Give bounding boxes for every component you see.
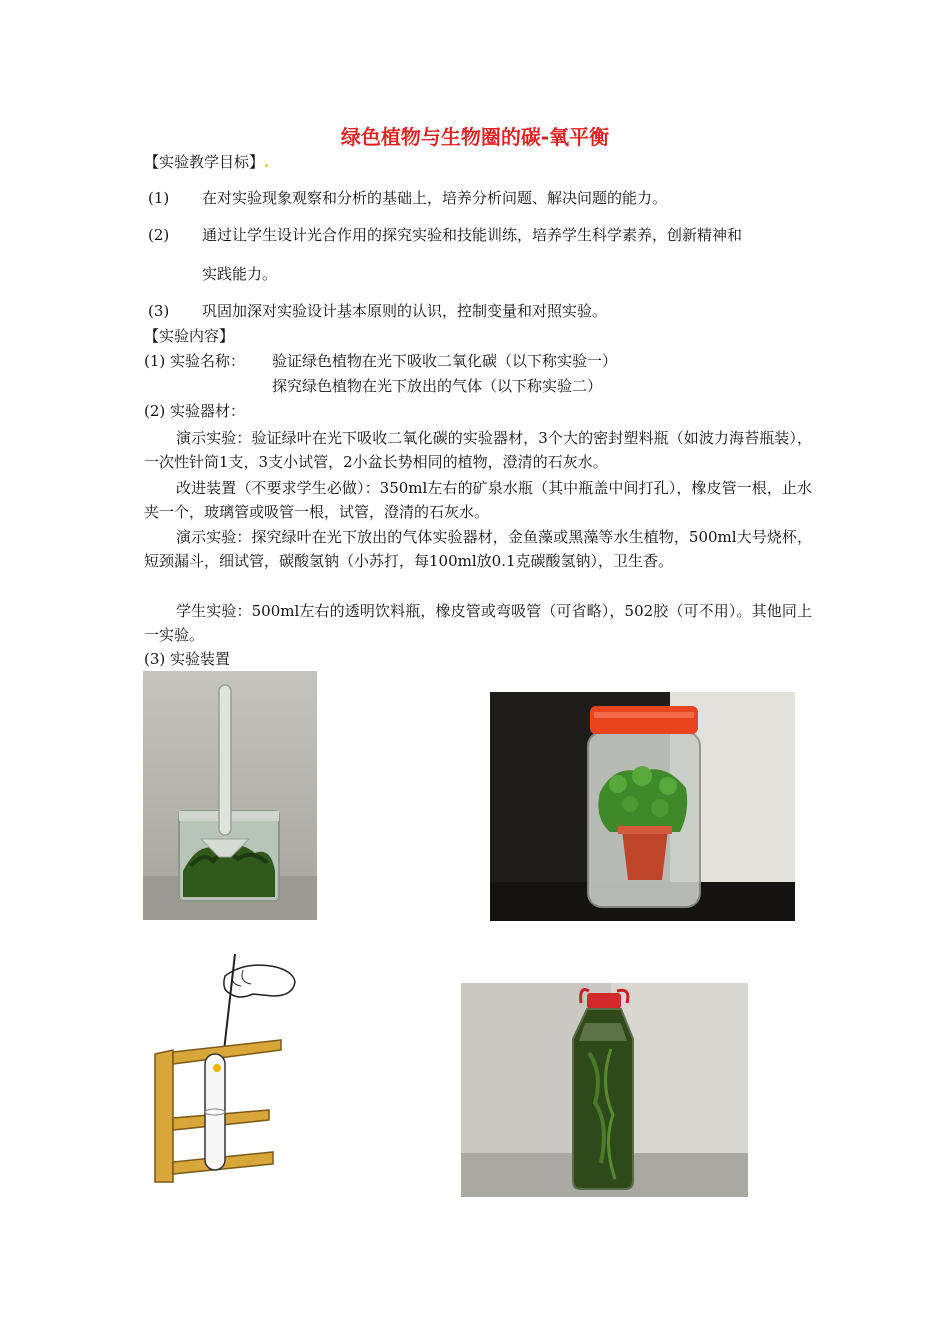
experiment-name-label: (1) 实验名称： xyxy=(144,352,246,370)
materials-paragraph: 演示实验：探究绿叶在光下放出的气体实验器材，金鱼藻或黑藻等水生植物，500ml大号烧杯，短颈漏斗，细试管，碳酸氢钠（小苏打，每100ml放0.1克碳酸氢钠），卫生香。 xyxy=(144,528,812,570)
page-title: 绿色植物与生物圈的碳-氧平衡 xyxy=(340,125,610,149)
materials-label: (2) 实验器材： xyxy=(144,402,246,420)
goal-2-continuation: 实践能力。 xyxy=(202,265,278,283)
sealed-jar-photo xyxy=(490,692,795,921)
materials-paragraph: 演示实验：验证绿叶在光下吸收二氧化碳的实验器材，3个大的密封塑料瓶（如波力海苔瓶装），一次性针筒1支，3支小试管，2小盆长势相同的植物，澄清的石灰水。 xyxy=(144,429,812,471)
experiment-name-1: 验证绿色植物在光下吸收二氧化碳（以下称实验一） xyxy=(272,352,618,370)
beaker-photo xyxy=(143,671,317,920)
experiment-name-2: 探究绿色植物在光下放出的气体（以下称实验二） xyxy=(272,377,603,395)
materials-paragraph: 改进装置（不要求学生必做）：350ml左右的矿泉水瓶（其中瓶盖中间打孔），橡皮管一根，止水夹一个，玻璃管或吸管一根，试管，澄清的石灰水。 xyxy=(144,479,812,521)
water-plant-bottle-photo xyxy=(461,983,748,1197)
goals-heading: 【实验教学目标】. xyxy=(144,153,270,171)
goal-2-num: (2) xyxy=(148,226,170,244)
goal-3-text: 巩固加深对实验设计基本原则的认识，控制变量和对照实验。 xyxy=(202,302,608,320)
materials-paragraph: 学生实验：500ml左右的透明饮料瓶，橡皮管或弯吸管（可省略），502胶（可不用）。其他同上一实验。 xyxy=(144,602,812,644)
content-heading: 【实验内容】 xyxy=(144,327,235,345)
apparatus-label: (3) 实验装置 xyxy=(144,650,231,668)
goal-1-num: (1) xyxy=(148,189,170,207)
goal-2-text: 通过让学生设计光合作用的探究实验和技能训练，培养学生科学素养，创新精神和 xyxy=(202,226,743,244)
test-tube-rack-illustration xyxy=(143,942,303,1190)
yellow-dot-mark: . xyxy=(264,153,270,171)
goal-1-text: 在对实验现象观察和分析的基础上，培养分析问题、解决问题的能力。 xyxy=(202,189,668,207)
goal-3-num: (3) xyxy=(148,302,170,320)
